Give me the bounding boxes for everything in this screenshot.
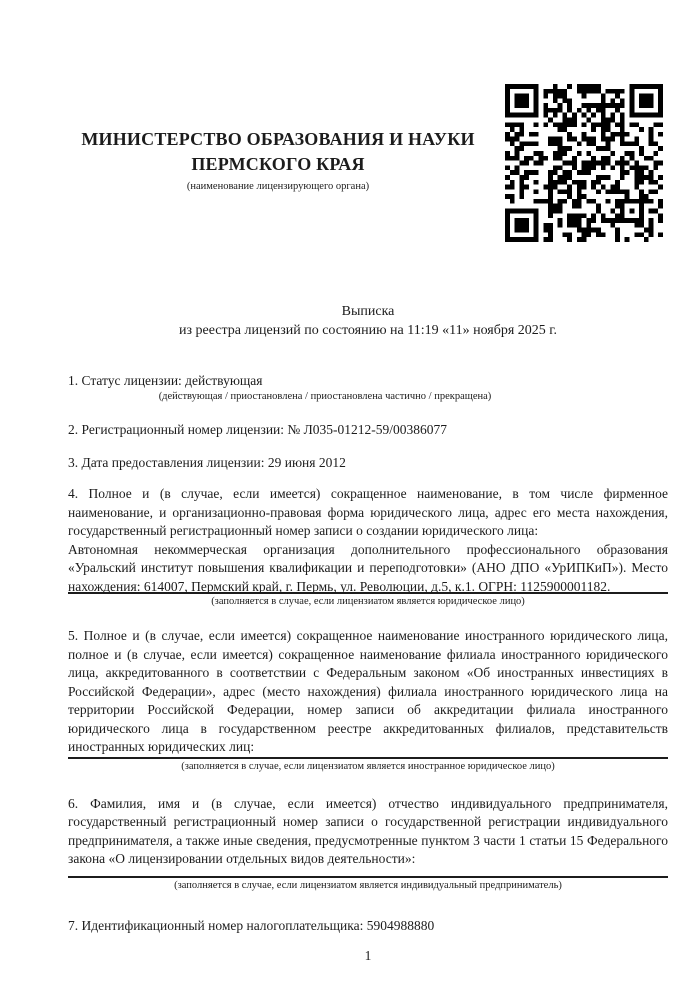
document-title xyxy=(68,302,668,340)
individual-entrepreneur-section: 6. Фамилия, имя и (в случае, если имеется) отчество индивидуального предпринимателя, государственный регистрационный номер записи о государственной регистрации индивидуального предпринимателя, а также иные сведения, предусмотренные пунктом 3 части 1 статьи 15 Федерального закона «О лицензировании отдельных видов деятельности»: xyxy=(68,795,668,866)
individual-entrepreneur-underline xyxy=(68,876,668,878)
license-status-caption: (действующая / приостановлена / приостановлена частично / прекращена) xyxy=(158,391,492,402)
legal-entity-caption: (заполняется в случае, если лицензиатом является юридическое лицо) xyxy=(211,596,525,607)
ministry-name-line1: МИНИСТЕРСТВО ОБРАЗОВАНИЯ И НАУКИ xyxy=(81,129,475,149)
legal-entity-section xyxy=(68,485,668,596)
licensing-authority-caption: (наименование лицензирующего органа) xyxy=(186,181,370,192)
document-title-line2: из реестра лицензий по состоянию на 11:19 «11» ноября 2025 г. xyxy=(179,323,557,338)
legal-entity-value: Автономная некоммерческая организация дополнительного профессионального образования «Уральский институт повышения квалификации и переподготовки» (АНО ДПО «УрИПКиП»). Место нахождения: 614007, Пермский край, г. Пермь, ул. Революции, д.5, к.1. ОГРН: 1125900001182. xyxy=(68,541,668,594)
foreign-entity-underline xyxy=(68,757,668,759)
qr-code xyxy=(505,84,663,242)
foreign-entity-section: 5. Полное и (в случае, если имеется) сокращенное наименование иностранного юридического лица, полное и (в случае, если имеется) сокращенное наименование филиала иностранного юридического лица, аккредитованного в соответствии с Федеральным законом «Об иностранных инвестициях в Российской Федерации», адрес (место нахождения) филиала иностранного юридического лица на территории Российской Федерации, номер записи об аккредитации филиала иностранного юридического лица в государственном реестре аккредитованных филиалов, представительств иностранных юридических лиц: xyxy=(68,628,668,754)
page-number: 1 xyxy=(364,947,372,963)
license-status: 1. Статус лицензии: действующая xyxy=(68,373,263,388)
individual-entrepreneur-caption: (заполняется в случае, если лицензиатом является индивидуальный предприниматель) xyxy=(174,879,562,891)
license-registration-number: 2. Регистрационный номер лицензии: № Л035-01212-59/00386077 xyxy=(68,422,448,437)
qr-code-canvas xyxy=(505,84,663,242)
taxpayer-id: 7. Идентификационный номер налогоплательщика: 5904988880 xyxy=(68,917,435,933)
document-title-line1: Выписка xyxy=(341,304,395,319)
licensing-authority-header xyxy=(68,127,488,177)
legal-entity-label: 4. Полное и (в случае, если имеется) сокращенное наименование, в том числе фирменное наименование, и организационно-правовая форма юридического лица, адрес его места нахождения, государственный регистрационный номер записи о создании юридического лица: xyxy=(68,486,668,538)
foreign-entity-caption: (заполняется в случае, если лицензиатом является иностранное юридическое лицо) xyxy=(181,760,555,772)
license-grant-date: 3. Дата предоставления лицензии: 29 июня 2012 xyxy=(68,455,346,470)
ministry-name-line2: ПЕРМСКОГО КРАЯ xyxy=(191,154,365,174)
